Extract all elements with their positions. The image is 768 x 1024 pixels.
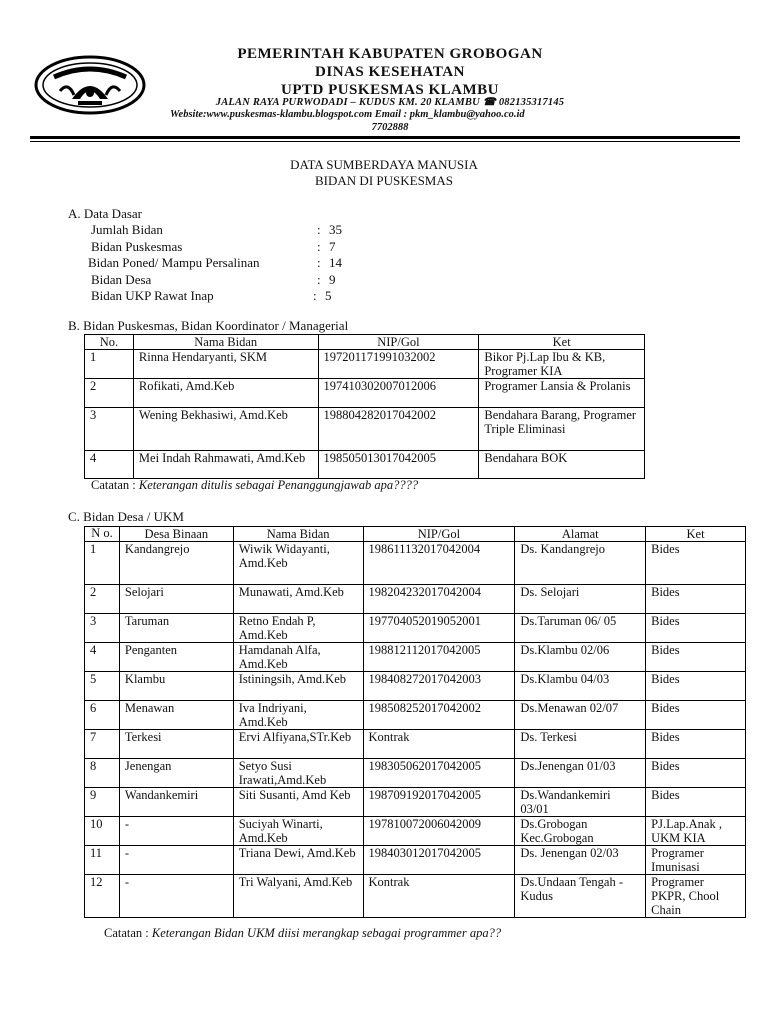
table-bidan-desa: [84, 526, 746, 918]
data-dasar-separator: :: [317, 222, 321, 237]
header-line-1: PEMERINTAH KABUPATEN GROBOGAN: [237, 46, 543, 62]
table-cell: Bides: [646, 759, 746, 788]
header-line-3: UPTD PUSKESMAS KLAMBU: [280, 82, 500, 98]
table-cell: 10: [85, 817, 120, 846]
table-cell: Tri Walyani, Amd.Keb: [233, 875, 363, 918]
table-cell: Kontrak: [363, 875, 515, 918]
table-cell: Bides: [646, 585, 746, 614]
table-cell: Bides: [646, 701, 746, 730]
column-header: No.: [85, 335, 134, 350]
data-dasar-label: Bidan Poned/ Mampu Persalinan: [88, 255, 260, 270]
header-address: [150, 96, 630, 108]
column-header: Desa Binaan: [119, 527, 233, 542]
table-cell: Terkesi: [119, 730, 233, 759]
data-dasar-value: 7: [329, 238, 336, 254]
table-cell: Siti Susanti, Amd Keb: [233, 788, 363, 817]
table-cell: Klambu: [119, 672, 233, 701]
table-cell: Bides: [646, 730, 746, 759]
header-rule-thin: [30, 141, 740, 142]
table-cell: Ds.Grobogan Kec.Grobogan: [515, 817, 646, 846]
table-cell: 8: [85, 759, 120, 788]
table-cell: Wening Bekhasiwi, Amd.Keb: [133, 408, 318, 451]
table-cell: Bides: [646, 788, 746, 817]
table-cell: 197704052019052001: [363, 614, 515, 643]
table-cell: Istiningsih, Amd.Keb: [233, 672, 363, 701]
table-cell: 4: [85, 451, 134, 479]
table-cell: Setyo Susi Irawati,Amd.Keb: [233, 759, 363, 788]
table-cell: Ds.Klambu 02/06: [515, 643, 646, 672]
data-dasar-separator: :: [317, 238, 321, 254]
table-cell: Ds. Kandangrejo: [515, 542, 646, 585]
table-row: [85, 701, 746, 730]
table-cell: 4: [85, 643, 120, 672]
table-row: [85, 408, 645, 451]
section-b-note: [91, 478, 418, 493]
table-row: [85, 542, 746, 585]
doc-title-2: BIDAN DI PUSKESMAS: [315, 173, 453, 188]
table-cell: Bikor Pj.Lap Ibu & KB, Programer KIA: [479, 350, 645, 379]
data-dasar-separator: :: [313, 288, 317, 303]
doc-title-1: DATA SUMBERDAYA MANUSIA: [290, 157, 478, 172]
table-cell: Ds. Terkesi: [515, 730, 646, 759]
table-cell: Bendahara Barang, Programer Triple Eliminasi: [479, 408, 645, 451]
table-cell: Ds.Taruman 06/ 05: [515, 614, 646, 643]
table-cell: 198204232017042004: [363, 585, 515, 614]
table-cell: Ds.Jenengan 01/03: [515, 759, 646, 788]
column-header: Nama Bidan: [233, 527, 363, 542]
section-a-heading: A. Data Dasar: [68, 206, 142, 221]
table-cell: 7: [85, 730, 120, 759]
data-dasar-label: Jumlah Bidan: [91, 222, 163, 237]
data-dasar-label: Bidan UKP Rawat Inap: [91, 288, 214, 303]
table-cell: Bides: [646, 672, 746, 701]
table-cell: Ds. Jenengan 02/03: [515, 846, 646, 875]
table-header-row: [85, 335, 645, 350]
table-cell: -: [119, 846, 233, 875]
table-cell: 198305062017042005: [363, 759, 515, 788]
column-header: NIP/Gol: [318, 335, 479, 350]
table-cell: Kontrak: [363, 730, 515, 759]
table-cell: Ds.Menawan 02/07: [515, 701, 646, 730]
table-cell: Bides: [646, 542, 746, 585]
table-cell: 3: [85, 408, 134, 451]
column-header: NIP/Gol: [363, 527, 515, 542]
table-cell: 3: [85, 614, 120, 643]
table-cell: 198408272017042003: [363, 672, 515, 701]
table-cell: 198403012017042005: [363, 846, 515, 875]
note-label: Catatan :: [104, 926, 149, 940]
data-dasar-label: Bidan Puskesmas: [91, 238, 183, 254]
table-cell: Ds.Undaan Tengah - Kudus: [515, 875, 646, 918]
data-dasar-label: Bidan Desa: [91, 271, 152, 287]
table-cell: 12: [85, 875, 120, 918]
table-row: [85, 759, 746, 788]
regency-logo: [34, 55, 146, 115]
section-c-heading: C. Bidan Desa / UKM: [68, 509, 184, 524]
table-cell: 197410302007012006: [318, 379, 479, 408]
table-cell: Ds.Wandankemiri 03/01: [515, 788, 646, 817]
phone-icon: ☎: [482, 97, 497, 108]
table-cell: 198812112017042005: [363, 643, 515, 672]
table-cell: 197201171991032002: [318, 350, 479, 379]
table-cell: 198804282017042002: [318, 408, 479, 451]
table-cell: Ds.Klambu 04/03: [515, 672, 646, 701]
table-cell: Programer PKPR, Chool Chain: [646, 875, 746, 918]
table-cell: -: [119, 817, 233, 846]
table-bidan-puskesmas: [84, 334, 645, 479]
table-row: [85, 585, 746, 614]
data-dasar-value: 35: [329, 222, 342, 237]
table-cell: Taruman: [119, 614, 233, 643]
header-line-2: DINAS KESEHATAN: [315, 64, 465, 80]
table-cell: -: [119, 875, 233, 918]
table-cell: Programer Imunisasi: [646, 846, 746, 875]
table-cell: 2: [85, 379, 134, 408]
table-row: [85, 643, 746, 672]
table-cell: Rinna Hendaryanti, SKM: [133, 350, 318, 379]
table-cell: Ervi Alfiyana,STr.Keb: [233, 730, 363, 759]
table-cell: Menawan: [119, 701, 233, 730]
section-c-note: [104, 926, 501, 941]
header-rule-thick: [30, 136, 740, 139]
table-cell: 6: [85, 701, 120, 730]
header-website: Website:www.puskesmas-klambu.blogspot.com Email : pkm_klambu@yahoo.co.id: [170, 109, 525, 120]
table-cell: 198505013017042005: [318, 451, 479, 479]
table-cell: Wiwik Widayanti, Amd.Keb: [233, 542, 363, 585]
column-header: Alamat: [515, 527, 646, 542]
section-b-heading: B. Bidan Puskesmas, Bidan Koordinator / Managerial: [68, 318, 349, 333]
table-row: [85, 730, 746, 759]
table-cell: Iva Indriyani, Amd.Keb: [233, 701, 363, 730]
table-cell: Selojari: [119, 585, 233, 614]
table-header-row: [85, 527, 746, 542]
table-cell: 2: [85, 585, 120, 614]
table-cell: 197810072006042009: [363, 817, 515, 846]
table-cell: 198508252017042002: [363, 701, 515, 730]
table-cell: Ds. Selojari: [515, 585, 646, 614]
header-website-2: 7702888: [371, 122, 409, 133]
table-cell: Programer Lansia & Prolanis: [479, 379, 645, 408]
table-cell: 1: [85, 350, 134, 379]
table-cell: Munawati, Amd.Keb: [233, 585, 363, 614]
table-cell: 198709192017042005: [363, 788, 515, 817]
table-row: [85, 451, 645, 479]
address-text: JALAN RAYA PURWODADI – KUDUS KM. 20 KLAMBU: [215, 97, 480, 108]
table-cell: Wandankemiri: [119, 788, 233, 817]
table-cell: Triana Dewi, Amd.Keb: [233, 846, 363, 875]
column-header: N o.: [85, 527, 120, 542]
table-row: [85, 614, 746, 643]
note-text: Keterangan ditulis sebagai Penanggungjawab apa????: [138, 478, 419, 492]
table-cell: Suciyah Winarti, Amd.Keb: [233, 817, 363, 846]
table-row: [85, 846, 746, 875]
table-cell: 9: [85, 788, 120, 817]
data-dasar-value: 5: [325, 288, 332, 303]
table-cell: Bides: [646, 614, 746, 643]
table-cell: 198611132017042004: [363, 542, 515, 585]
phone-number: 082135317145: [498, 97, 565, 108]
note-text: Keterangan Bidan UKM diisi merangkap sebagai programmer apa??: [151, 926, 502, 940]
table-cell: PJ.Lap.Anak , UKM KIA: [646, 817, 746, 846]
table-row: [85, 350, 645, 379]
table-cell: Bides: [646, 643, 746, 672]
table-cell: Rofikati, Amd.Keb: [133, 379, 318, 408]
data-dasar-value: 14: [329, 255, 342, 270]
column-header: Ket: [646, 527, 746, 542]
table-cell: Kandangrejo: [119, 542, 233, 585]
table-cell: Hamdanah Alfa, Amd.Keb: [233, 643, 363, 672]
column-header: Nama Bidan: [133, 335, 318, 350]
table-row: [85, 379, 645, 408]
table-cell: 11: [85, 846, 120, 875]
data-dasar-separator: :: [317, 255, 321, 270]
note-label: Catatan :: [91, 478, 136, 492]
table-row: [85, 672, 746, 701]
table-row: [85, 817, 746, 846]
table-cell: Jenengan: [119, 759, 233, 788]
table-cell: Retno Endah P, Amd.Keb: [233, 614, 363, 643]
data-dasar-value: 9: [329, 271, 336, 287]
table-cell: Penganten: [119, 643, 233, 672]
column-header: Ket: [479, 335, 645, 350]
table-cell: 1: [85, 542, 120, 585]
table-row: [85, 788, 746, 817]
table-cell: Bendahara BOK: [479, 451, 645, 479]
table-cell: Mei Indah Rahmawati, Amd.Keb: [133, 451, 318, 479]
data-dasar-separator: :: [317, 271, 321, 287]
table-row: [85, 875, 746, 918]
table-cell: 5: [85, 672, 120, 701]
